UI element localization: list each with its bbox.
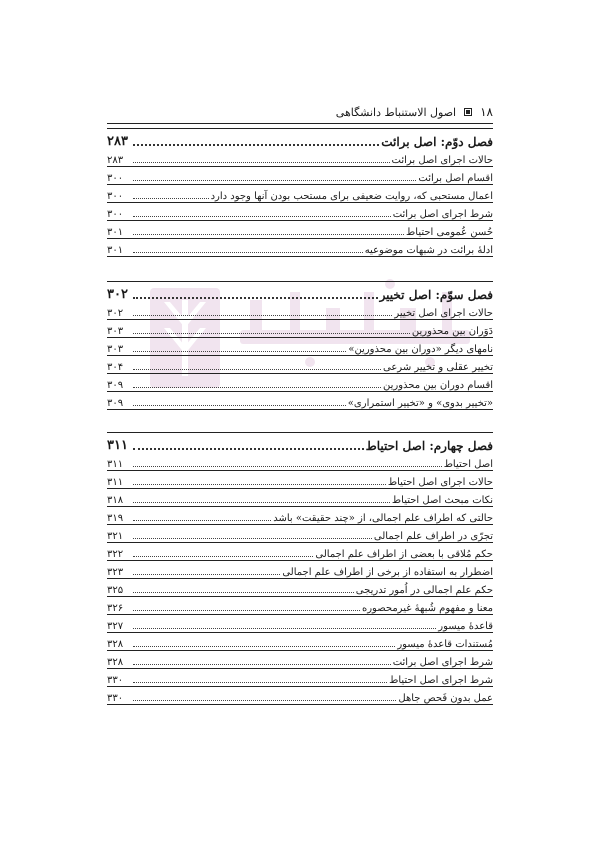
toc-entry[interactable]: نکات مبحث اصل احتیاط ۳۱۸ bbox=[107, 489, 493, 507]
toc-entry[interactable]: قاعدهٔ میسور ۳۲۷ bbox=[107, 615, 493, 633]
toc-chapter-heading[interactable]: فصل سوّم: اصل تخییر ۳۰۲ bbox=[107, 281, 493, 302]
toc-entry[interactable]: حالات اجرای اصل احتیاط ۳۱۱ bbox=[107, 471, 493, 489]
toc-entry[interactable]: شرط اجرای اصل برائت ۳۲۸ bbox=[107, 651, 493, 669]
book-title: اصول الاستنباط دانشگاهی bbox=[335, 105, 457, 119]
toc-entry[interactable]: شرط اجرای اصل احتیاط ۳۳۰ bbox=[107, 669, 493, 687]
toc-entry[interactable]: حالات اجرای اصل تخییر ۳۰۲ bbox=[107, 302, 493, 320]
toc-entry[interactable]: مُستندات قاعدهٔ میسور ۳۲۸ bbox=[107, 633, 493, 651]
toc-entry[interactable]: اضطرار به استفاده از برخی از اطراف علم اجمالی ۳۲۳ bbox=[107, 561, 493, 579]
toc-entry[interactable]: تخییر عقلی و تخییر شرعی ۳۰۴ bbox=[107, 356, 493, 374]
toc-chapter-heading[interactable]: فصل چهارم: اصل احتیاط ۳۱۱ bbox=[107, 432, 493, 453]
toc-entry[interactable]: تجرّی در اطراف علم اجمالی ۳۲۱ bbox=[107, 525, 493, 543]
page-number: ۱۸ bbox=[480, 105, 493, 119]
toc-entry[interactable]: عمل بدون فَحص جاهل ۳۳۰ bbox=[107, 687, 493, 705]
toc-chapter-heading[interactable]: فصل دوّم: اصل برائت ۲۸۳ bbox=[107, 128, 493, 149]
running-header bbox=[107, 101, 493, 124]
bullet-square-icon bbox=[464, 108, 472, 116]
toc-entry[interactable]: حالتی که اطراف علم اجمالی، از «چند حقیقت» باشد ۳۱۹ bbox=[107, 507, 493, 525]
toc-entry[interactable]: دَوَران بین محذورین ۳۰۳ bbox=[107, 320, 493, 338]
toc-entry[interactable]: اعمال مستحبی که، روایت ضعیفی برای مستحب بودن آنها وجود دارد ۳۰۰ bbox=[107, 185, 493, 203]
toc-chapter-takhyir bbox=[107, 281, 493, 410]
toc-entry[interactable]: نامهای دیگر «دوران بین محذورین» ۳۰۳ bbox=[107, 338, 493, 356]
toc-entry[interactable]: حُسن عُمومی احتیاط ۳۰۱ bbox=[107, 221, 493, 239]
toc-entry[interactable]: اقسام اصل برائت ۳۰۰ bbox=[107, 167, 493, 185]
toc-chapter-ehtiyat bbox=[107, 432, 493, 705]
toc-chapter-baraat bbox=[107, 128, 493, 257]
toc-entry[interactable]: حکم مُلاقی با بعضی از اطراف علم اجمالی ۳۲۲ bbox=[107, 543, 493, 561]
toc-entry[interactable]: ادلهٔ برائت در شبهات موضوعیه ۳۰۱ bbox=[107, 239, 493, 257]
toc-entry[interactable]: معنا و مفهوم شُبههٔ غیرمحصوره ۳۲۶ bbox=[107, 597, 493, 615]
toc-entry[interactable]: حالات اجرای اصل برائت ۲۸۳ bbox=[107, 149, 493, 167]
toc-entry[interactable]: اقسام دوران بین محذورین ۳۰۹ bbox=[107, 374, 493, 392]
toc-entry[interactable]: اصل احتیاط ۳۱۱ bbox=[107, 453, 493, 471]
toc-entry[interactable]: شرط اجرای اصل برائت ۳۰۰ bbox=[107, 203, 493, 221]
toc-entry[interactable]: حکم علم اجمالی در اُمور تدریجی ۳۲۵ bbox=[107, 579, 493, 597]
toc-entry[interactable]: «تخییر بدوی» و «تخییر استمراری» ۳۰۹ bbox=[107, 392, 493, 410]
